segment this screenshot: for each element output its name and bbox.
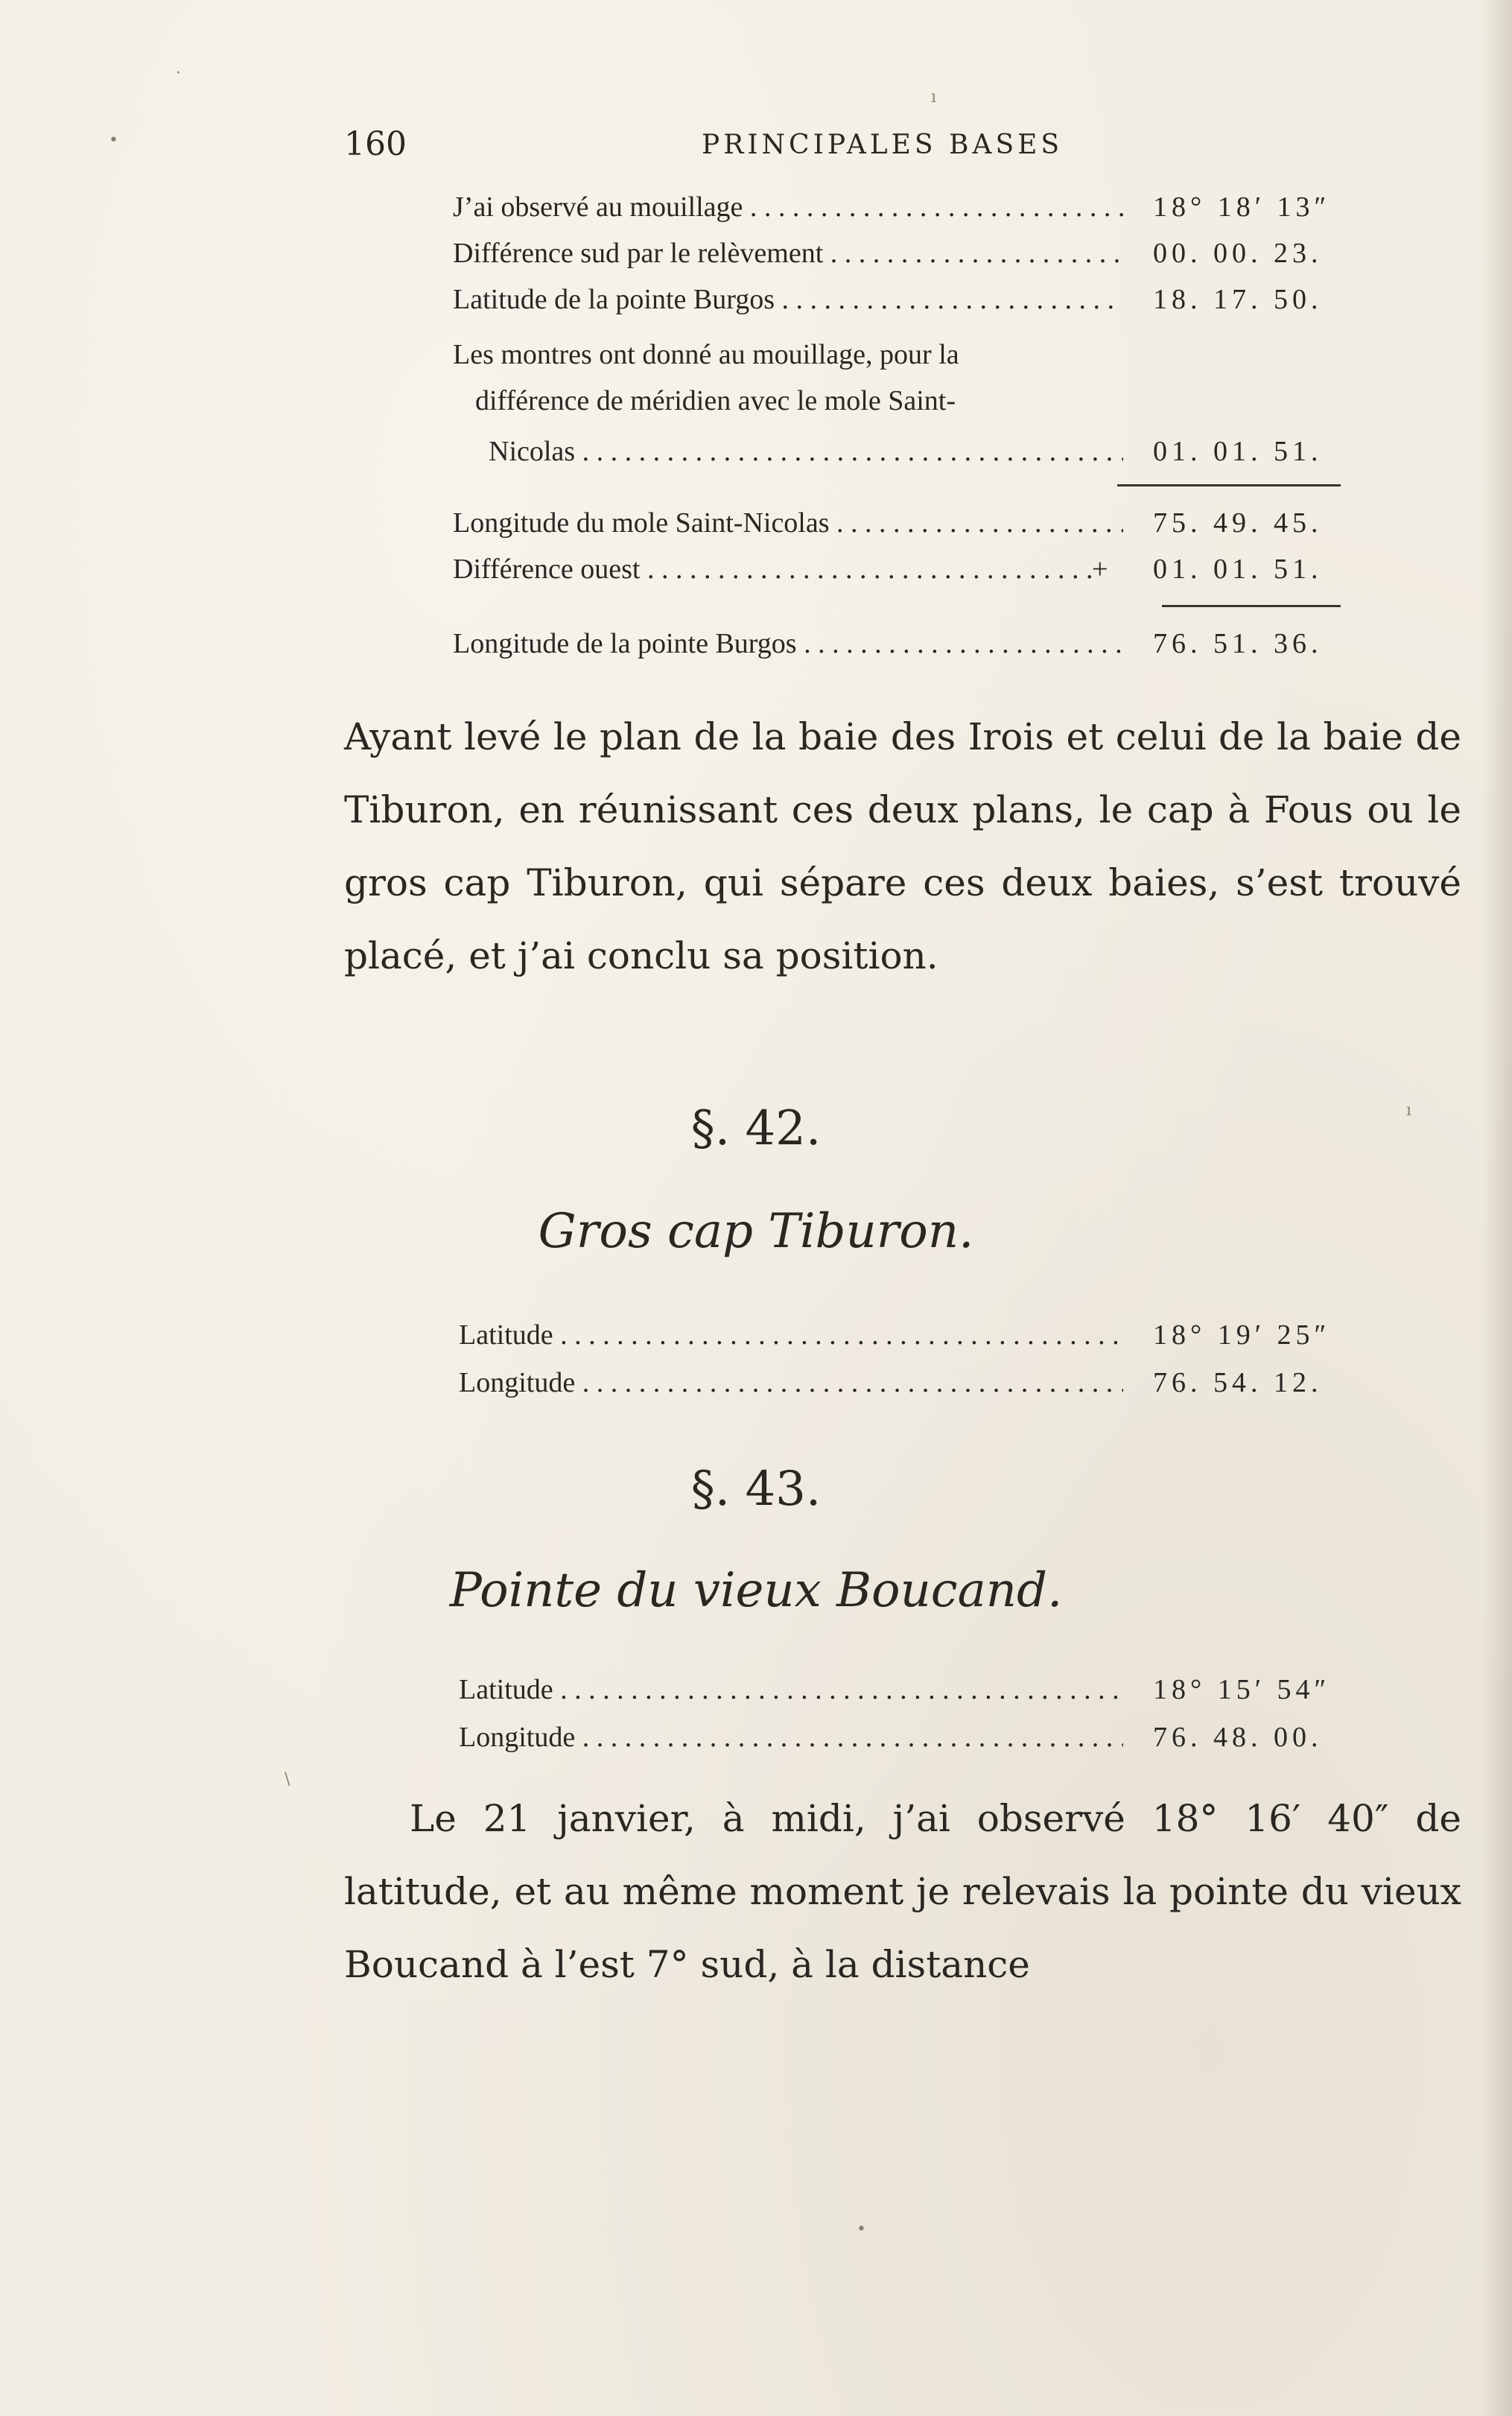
row-value: 76. 48. 00. — [1153, 1722, 1323, 1753]
row-label: Latitude . . . — [459, 1313, 1123, 1357]
page-number: 160 — [344, 125, 407, 163]
table-row — [0, 621, 1348, 666]
running-title: PRINCIPALES BASES — [702, 130, 1064, 160]
table-row — [0, 1313, 1348, 1357]
page-header — [344, 125, 1119, 170]
row-value: 75. 49. 45. — [1153, 507, 1323, 539]
paper-speck: • — [857, 2220, 866, 2239]
row-value: 00. 00. 23. — [1153, 238, 1323, 269]
table-row — [0, 277, 1348, 322]
section-title: Gros cap Tiburon. — [538, 1204, 974, 1259]
row-label: Longitude . . . — [459, 1360, 1123, 1405]
sum-rule — [1162, 605, 1341, 607]
table-row — [0, 231, 1348, 276]
table-row — [0, 1360, 1348, 1405]
paper-speck: ı — [1406, 1101, 1412, 1120]
paper-speck: \ — [285, 1770, 290, 1789]
table-row — [0, 1715, 1348, 1760]
row-value: 01. 01. 51. — [1153, 554, 1323, 585]
sum-rule — [1117, 484, 1341, 486]
row-label: Nicolas . . . — [489, 429, 1123, 474]
table-row — [0, 547, 1348, 592]
row-value: 18° 18′ 13″ — [1153, 191, 1331, 223]
plus-sign: + — [1092, 554, 1108, 585]
row-label: Longitude du mole Saint-Nicolas . . . — [453, 501, 1123, 545]
row-label: Différence ouest . . . — [453, 547, 1095, 592]
paper-speck: ı — [931, 88, 937, 107]
row-label: Les montres ont donné au mouillage, pour la — [453, 339, 959, 370]
table-row — [0, 185, 1348, 229]
row-label: Longitude de la pointe Burgos . . . — [453, 621, 1123, 666]
table-row — [0, 1667, 1348, 1712]
section-number: §. 43. — [690, 1462, 822, 1517]
paragraph: Le 21 janvier, à midi, j’ai observé 18° 16′ 40″ de latitude, et au même moment je relevais la pointe du vieux Boucand à l’est 7° sud, à la distance — [344, 1797, 1461, 1986]
row-value: 18° 15′ 54″ — [1153, 1674, 1331, 1705]
row-value: 76. 51. 36. — [1153, 628, 1323, 659]
row-label: différence de méridien avec le mole Saint- — [475, 385, 956, 416]
row-label: Longitude . . . — [459, 1715, 1123, 1760]
section-number: §. 42. — [690, 1101, 822, 1156]
table-row — [0, 429, 1348, 474]
row-value: 01. 01. 51. — [1153, 436, 1323, 467]
paper-speck: · — [176, 64, 181, 83]
row-label: Latitude . . . — [459, 1667, 1123, 1712]
row-value: 18° 19′ 25″ — [1153, 1319, 1331, 1351]
row-label: Latitude de la pointe Burgos . . . — [453, 277, 1123, 322]
table-row — [0, 332, 1348, 377]
paragraph: Ayant levé le plan de la baie des Irois et celui de la baie de Tiburon, en réunissant ces deux plans, le cap à Fous ou le gros cap Tiburon, qui sépare ces deux baies, s’est trouvé placé, et j’ai conclu sa position. — [344, 715, 1461, 977]
row-label: J’ai observé au mouillage . . . — [453, 185, 1123, 229]
row-value: 76. 54. 12. — [1153, 1367, 1323, 1398]
row-label: Différence sud par le relèvement . . . — [453, 231, 1123, 276]
section-title: Pointe du vieux Boucand. — [449, 1563, 1063, 1618]
paper-speck: • — [109, 131, 118, 150]
row-value: 18. 17. 50. — [1153, 284, 1323, 315]
table-row — [0, 378, 1348, 423]
table-row — [0, 501, 1348, 545]
